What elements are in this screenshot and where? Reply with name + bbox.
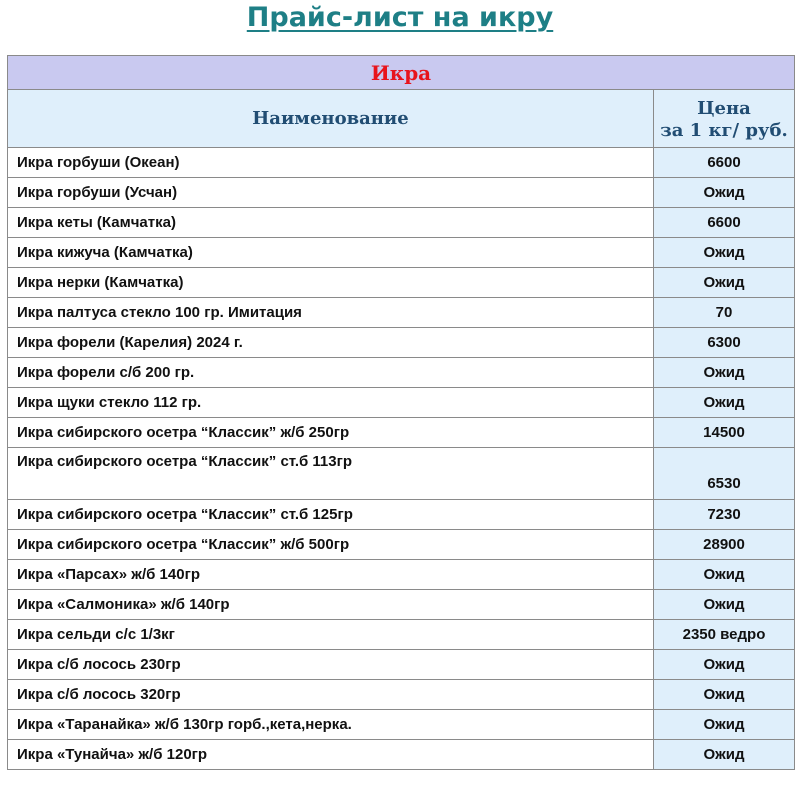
product-name: Икра форели (Карелия) 2024 г. — [8, 328, 654, 358]
product-name: Икра горбуши (Океан) — [8, 148, 654, 178]
product-price: 6300 — [654, 328, 795, 358]
table-row — [8, 268, 795, 298]
product-price: Ожид — [654, 268, 795, 298]
page-title: Прайс-лист на икру — [246, 2, 554, 33]
column-header-price-line2: за 1 кг/ руб. — [660, 119, 788, 141]
table-row — [8, 178, 795, 208]
product-name: Икра палтуса стекло 100 гр. Имитация — [8, 298, 654, 328]
product-name: Икра щуки стекло 112 гр. — [8, 388, 654, 418]
table-row — [8, 530, 795, 560]
product-price: 28900 — [654, 530, 795, 560]
product-price: 7230 — [654, 500, 795, 530]
product-price: 6530 — [654, 448, 795, 500]
product-price: 14500 — [654, 418, 795, 448]
column-header-name: Наименование — [8, 90, 654, 148]
product-name: Икра форели с/б 200 гр. — [8, 358, 654, 388]
product-price: Ожид — [654, 680, 795, 710]
product-name: Икра сибирского осетра “Классик” ст.б 113гр — [8, 448, 654, 500]
product-name: Икра «Салмоника» ж/б 140гр — [8, 590, 654, 620]
product-price: Ожид — [654, 590, 795, 620]
table-row — [8, 448, 795, 500]
section-header-row — [8, 56, 795, 90]
product-price: Ожид — [654, 178, 795, 208]
table-row — [8, 560, 795, 590]
table-row — [8, 650, 795, 680]
table-row — [8, 328, 795, 358]
product-name: Икра кеты (Камчатка) — [8, 208, 654, 238]
product-name: Икра нерки (Камчатка) — [8, 268, 654, 298]
product-price: 6600 — [654, 148, 795, 178]
table-row — [8, 710, 795, 740]
product-name: Икра с/б лосось 230гр — [8, 650, 654, 680]
product-price: 6600 — [654, 208, 795, 238]
table-row — [8, 298, 795, 328]
table-row — [8, 500, 795, 530]
product-price: Ожид — [654, 740, 795, 770]
product-name: Икра сибирского осетра “Классик” ж/б 250гр — [8, 418, 654, 448]
table-row — [8, 238, 795, 268]
column-header-row — [8, 90, 795, 148]
column-header-price — [654, 90, 795, 148]
table-row — [8, 590, 795, 620]
product-price: Ожид — [654, 388, 795, 418]
table-row — [8, 148, 795, 178]
table-row — [8, 208, 795, 238]
product-name: Икра горбуши (Усчан) — [8, 178, 654, 208]
product-name: Икра «Таранайка» ж/б 130гр горб.,кета,нерка. — [8, 710, 654, 740]
product-name: Икра сельди с/с 1/3кг — [8, 620, 654, 650]
product-name: Икра сибирского осетра “Классик” ст.б 125гр — [8, 500, 654, 530]
product-price: Ожид — [654, 650, 795, 680]
product-price: Ожид — [654, 238, 795, 268]
product-price: Ожид — [654, 358, 795, 388]
table-row — [8, 418, 795, 448]
price-table — [7, 55, 795, 770]
product-price: 70 — [654, 298, 795, 328]
column-header-price-line1: Цена — [697, 97, 751, 119]
table-row — [8, 620, 795, 650]
product-name: Икра «Парсах» ж/б 140гр — [8, 560, 654, 590]
product-price: 2350 ведро — [654, 620, 795, 650]
product-name: Икра «Тунайча» ж/б 120гр — [8, 740, 654, 770]
product-price: Ожид — [654, 710, 795, 740]
table-row — [8, 358, 795, 388]
product-name: Икра с/б лосось 320гр — [8, 680, 654, 710]
section-title: Икра — [8, 56, 795, 90]
table-row — [8, 740, 795, 770]
product-name: Икра кижуча (Камчатка) — [8, 238, 654, 268]
product-price: Ожид — [654, 560, 795, 590]
table-row — [8, 388, 795, 418]
product-name: Икра сибирского осетра “Классик” ж/б 500гр — [8, 530, 654, 560]
table-row — [8, 680, 795, 710]
